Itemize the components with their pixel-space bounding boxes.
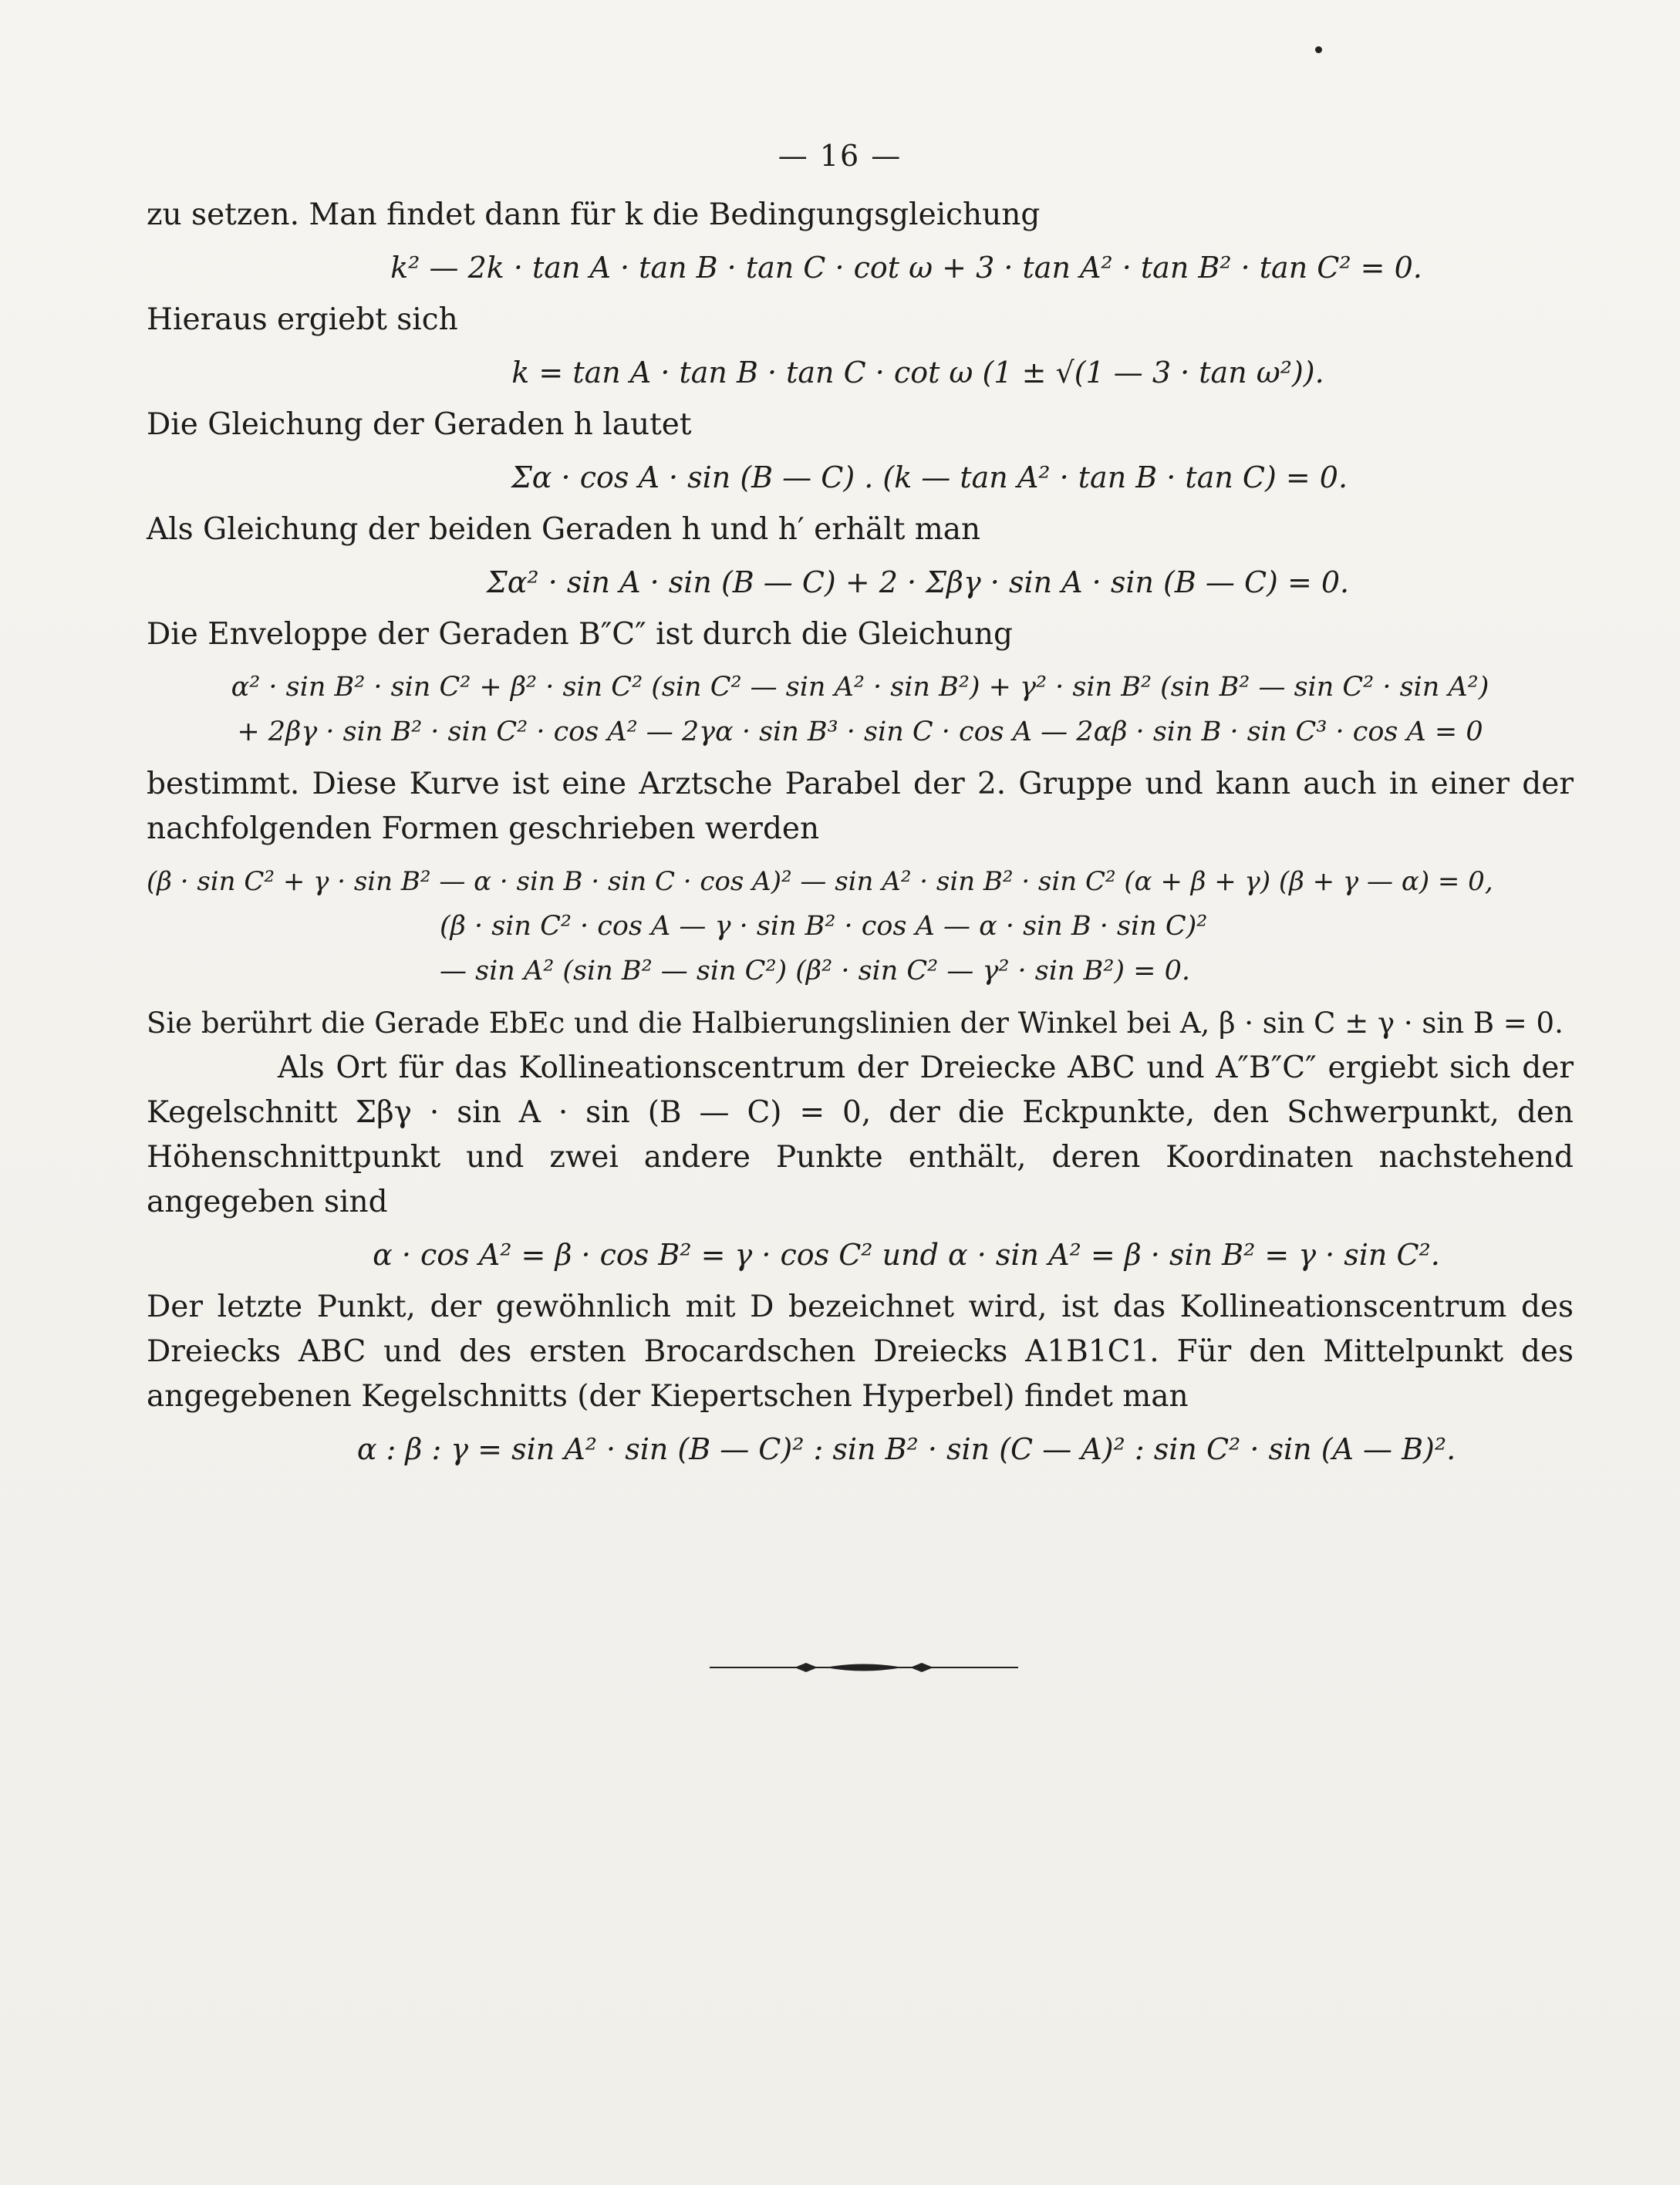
ornament-center (825, 1664, 902, 1671)
page-body (147, 193, 1574, 1479)
paragraph-9: Der letzte Punkt, der gewöhnlich mit D bezeichnet wird, ist das Kollineationscentrum des Dreiecks ABC und des ersten Brocardschen Dreiecks A1B1C1. Für den Mittelpunkt des angegebenen Kegelschnitts (der Kiepertschen Hyperbel) findet man (147, 1290, 1574, 1414)
page-number: — 16 — (778, 139, 902, 173)
end-ornament (710, 1658, 1018, 1677)
text-line-4: Als Gleichung der beiden Geraden h und h′ erhält man (147, 512, 981, 547)
text-line-2: Hieraus ergiebt sich (147, 302, 458, 337)
equation-6b: (β · sin C² · cos A — γ · sin B² · cos A — α · sin B · sin C)² (440, 911, 1208, 942)
equation-3: Σα · cos A · sin (B — C) . (k — tan A² · tan B · tan C) = 0. (511, 460, 1348, 494)
equation-2: k = tan A · tan B · tan C · cot ω (1 ± √(1 — 3 · tan ω²)). (511, 356, 1324, 389)
equation-9: α : β : γ = sin A² · sin (B — C)² : sin B² · sin (C — A)² : sin C² · sin (A — B)². (356, 1432, 1456, 1466)
text-line-7: Sie berührt die Gerade EbEc und die Halbierungslinien der Winkel bei A, β · sin C ± γ · sin B = 0. (147, 1007, 1564, 1040)
equation-6a: (β · sin C² + γ · sin B² — α · sin B · sin C · cos A)² — sin A² · sin B² · sin C² (α + β + γ) (β + γ — α) = 0, (147, 866, 1493, 897)
equation-8: α · cos A² = β · cos B² = γ · cos C² und α · sin A² = β · sin B² = γ · sin C². (373, 1238, 1440, 1272)
equation-5a: α² · sin B² · sin C² + β² · sin C² (sin C² — sin A² · sin B²) + γ² · sin B² (sin B² — sin C² · sin A²) (231, 672, 1489, 703)
paragraph-6: bestimmt. Diese Kurve ist eine Arztsche Parabel der 2. Gruppe und kann auch in einer der nachfolgenden Formen geschrieben werden (147, 767, 1574, 846)
ornament-diamond-left (794, 1663, 818, 1672)
equation-1: k² — 2k · tan A · tan B · tan C · cot ω + 3 · tan A² · tan B² · tan C² = 0. (390, 251, 1422, 285)
equation-4: Σα² · sin A · sin (B — C) + 2 · Σβγ · sin A · sin (B — C) = 0. (486, 565, 1350, 599)
text-line-3: Die Gleichung der Geraden h lautet (147, 407, 692, 442)
paragraph-8: Als Ort für das Kollineationscentrum der Dreiecke ABC und A″B″C″ ergiebt sich der Kegelschnitt Σβγ · sin A · sin (B — C) = 0, der die Eckpunkte, den Schwerpunkt, den Höhenschnittpunkt und zwei andere Punkte enthält, deren Koordinaten nachstehend angegeben sind (147, 1050, 1574, 1219)
text-line-1: zu setzen. Man findet dann für k die Bedingungsgleichung (147, 197, 1041, 232)
equation-5b: + 2βγ · sin B² · sin C² · cos A² — 2γα · sin B³ · sin C · cos A — 2αβ · sin B · sin C³ · cos A = 0 (237, 717, 1483, 747)
ornament-diamond-right (910, 1663, 933, 1672)
text-line-5: Die Enveloppe der Geraden B″C″ ist durch die Gleichung (147, 617, 1013, 652)
ink-speck (1315, 46, 1322, 53)
equation-6c: — sin A² (sin B² — sin C²) (β² · sin C² — γ² · sin B²) = 0. (440, 956, 1190, 986)
